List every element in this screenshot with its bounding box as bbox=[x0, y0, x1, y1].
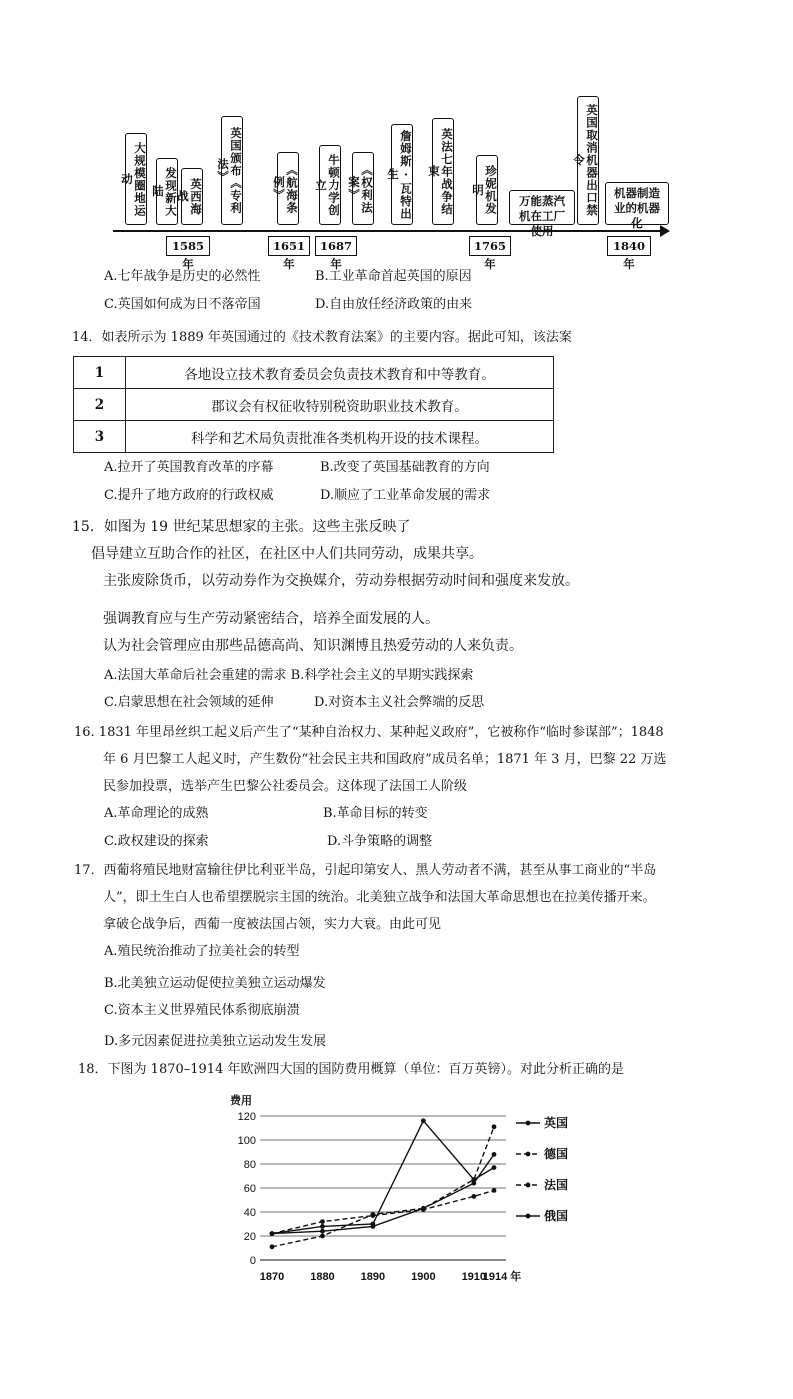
q16-option-d[interactable]: D.斗争策略的调整 bbox=[327, 834, 433, 849]
timeline-event: 英法七年战争结束 bbox=[432, 118, 454, 225]
timeline-event: 发现新大陆 bbox=[156, 158, 178, 225]
table-cell-text: 科学和艺术局负责批准各类机构开设的技术课程。 bbox=[126, 421, 554, 453]
q17-stem: 拿破仑战争后，西葡一度被法国占领，实力大衰。由此可见 bbox=[103, 917, 442, 932]
q15-proposal: 强调教育应与生产劳动紧密结合，培养全面发展的人。 bbox=[103, 611, 439, 627]
q15-option-ab[interactable]: A.法国大革命后社会重建的需求 B.科学社会主义的早期实践探索 bbox=[104, 668, 474, 683]
q13-option-c[interactable]: C.英国如何成为日不落帝国 bbox=[104, 297, 261, 312]
y-tick-label: 40 bbox=[243, 1207, 256, 1219]
timeline-year: 1687年 bbox=[315, 236, 357, 256]
legend-label: 俄国 bbox=[544, 1209, 569, 1223]
q17-option-c[interactable]: C.资本主义世界殖民体系彻底崩溃 bbox=[104, 1003, 300, 1018]
data-point bbox=[492, 1152, 497, 1157]
q15-proposal: 主张废除货币，以劳动券作为交换媒介，劳动券根据劳动时间和强度来发放。 bbox=[103, 573, 579, 589]
timeline-event: 机器制造业的机器化 bbox=[605, 182, 669, 225]
timeline-year: 1585年 bbox=[166, 236, 210, 256]
q16-option-b[interactable]: B.革命目标的转变 bbox=[323, 806, 428, 821]
timeline-event: 牛顿力学创立 bbox=[319, 145, 341, 225]
legend-marker bbox=[526, 1183, 531, 1188]
q13-option-d[interactable]: D.自由放任经济政策的由来 bbox=[315, 297, 473, 312]
data-point bbox=[492, 1188, 497, 1193]
x-tick-label: 1880 bbox=[310, 1271, 335, 1283]
q15-stem: 15．如图为 19 世纪某思想家的主张。这些主张反映了 bbox=[72, 519, 411, 535]
timeline-event: 《航海条例》 bbox=[277, 152, 299, 225]
line-chart-svg bbox=[228, 1090, 588, 1290]
table-cell-num: 3 bbox=[74, 421, 126, 453]
x-tick-label: 1914 年 bbox=[482, 1271, 522, 1283]
q17-option-d[interactable]: D.多元因素促进拉美独立运动发生发展 bbox=[104, 1034, 327, 1049]
q16-option-a[interactable]: A.革命理论的成熟 bbox=[104, 806, 209, 821]
data-point bbox=[492, 1165, 497, 1170]
series-line-4 bbox=[272, 1154, 494, 1233]
q14-option-d[interactable]: D.顺应了工业革命发展的需求 bbox=[320, 488, 491, 503]
q14-stem: 14．如表所示为 1889 年英国通过的《技术教育法案》的主要内容。据此可知，该法案 bbox=[72, 330, 572, 345]
y-tick-label: 20 bbox=[243, 1231, 256, 1243]
timeline-event: 詹姆斯·瓦特出生 bbox=[391, 124, 413, 225]
data-point bbox=[270, 1244, 275, 1249]
timeline-event: 珍妮机发明 bbox=[476, 155, 498, 225]
data-point bbox=[492, 1124, 497, 1129]
law-table bbox=[73, 356, 554, 453]
data-point bbox=[421, 1118, 426, 1123]
y-axis-label: 费用 bbox=[230, 1095, 252, 1107]
timeline-event: 英国取消机器出口禁令 bbox=[577, 96, 599, 225]
timeline-axis bbox=[113, 230, 665, 232]
timeline-arrow bbox=[660, 225, 670, 237]
legend-label: 德国 bbox=[544, 1147, 569, 1161]
x-tick-label: 1870 bbox=[259, 1271, 285, 1283]
data-point bbox=[270, 1231, 275, 1236]
y-tick-label: 0 bbox=[249, 1255, 256, 1267]
q17-stem: 17．西葡将殖民地财富输往伊比利亚半岛，引起印第安人、黑人劳动者不满，甚至从事工商业的“半岛 bbox=[74, 863, 657, 878]
q17-option-a[interactable]: A.殖民统治推动了拉美社会的转型 bbox=[104, 944, 300, 959]
table-row bbox=[74, 421, 554, 453]
q15-proposal: 倡导建立互助合作的社区，在社区中人们共同劳动，成果共享。 bbox=[91, 546, 483, 562]
data-point bbox=[320, 1224, 325, 1229]
data-point bbox=[320, 1229, 325, 1234]
x-tick-label: 1900 bbox=[411, 1271, 436, 1283]
q16-stem: 民参加投票，选举产生巴黎公社委员会。这体现了法国工人阶级 bbox=[103, 779, 468, 794]
data-point bbox=[320, 1234, 325, 1239]
data-point bbox=[371, 1213, 376, 1218]
y-tick-label: 80 bbox=[243, 1159, 256, 1171]
q15-proposal: 认为社会管理应由那些品德高尚、知识渊博且热爱劳动的人来负责。 bbox=[103, 638, 523, 654]
series-line-1 bbox=[272, 1121, 494, 1234]
legend-marker bbox=[526, 1121, 531, 1126]
x-tick-label: 1890 bbox=[360, 1271, 386, 1283]
q13-option-b[interactable]: B.工业革命首起英国的原因 bbox=[315, 269, 472, 284]
q17-stem: 人”，即土生白人也希望摆脱宗主国的统治。北美独立战争和法国大革命思想也在拉美传播开来。 bbox=[103, 890, 656, 905]
table-cell-num: 2 bbox=[74, 389, 126, 421]
table-row bbox=[74, 357, 554, 389]
data-point bbox=[471, 1181, 476, 1186]
q17-option-b[interactable]: B.北美独立运动促使拉美独立运动爆发 bbox=[104, 976, 326, 991]
q16-stem: 年 6 月巴黎工人起义时，产生数份“社会民主共和国政府”成员名单；1871 年 3 月，巴黎 22 万选 bbox=[103, 752, 667, 767]
q14-option-c[interactable]: C.提升了地方政府的行政权威 bbox=[104, 488, 274, 503]
data-point bbox=[320, 1219, 325, 1224]
q14-option-b[interactable]: B.改变了英国基础教育的方向 bbox=[320, 460, 490, 475]
legend-marker bbox=[526, 1152, 531, 1157]
q16-stem: 16. 1831 年里昂丝织工起义后产生了“某种自治权力、某种起义政府”，它被称作“临时参谋部”；1848 bbox=[74, 725, 664, 740]
y-tick-label: 120 bbox=[237, 1111, 256, 1123]
timeline-year: 1651年 bbox=[268, 236, 310, 256]
legend-label: 英国 bbox=[544, 1116, 569, 1130]
defense-spending-chart bbox=[228, 1090, 588, 1290]
timeline-event: 《权利法案》 bbox=[352, 152, 374, 225]
q13-option-a[interactable]: A.七年战争是历史的必然性 bbox=[104, 269, 261, 284]
table-cell-text: 各地设立技术教育委员会负责技术教育和中等教育。 bbox=[126, 357, 554, 389]
table-cell-num: 1 bbox=[74, 357, 126, 389]
y-tick-label: 60 bbox=[243, 1183, 256, 1195]
data-point bbox=[371, 1224, 376, 1229]
q15-option-c[interactable]: C.启蒙思想在社会领域的延伸 bbox=[104, 695, 274, 710]
timeline-event: 万能蒸汽机在工厂使用 bbox=[509, 190, 575, 225]
q16-option-c[interactable]: C.政权建设的探索 bbox=[104, 834, 209, 849]
y-tick-label: 100 bbox=[237, 1135, 256, 1147]
data-point bbox=[471, 1194, 476, 1199]
x-tick-label: 1910 bbox=[461, 1271, 487, 1283]
timeline-year: 1840年 bbox=[607, 236, 651, 256]
timeline-event: 英国颁布《专利法》 bbox=[221, 116, 243, 225]
q18-stem: 18．下图为 1870–1914 年欧洲四大国的国防费用概算（单位：百万英镑）。对此分析正确的是 bbox=[78, 1062, 624, 1077]
table-cell-text: 郡议会有权征收特别税资助职业技术教育。 bbox=[126, 389, 554, 421]
timeline-event: 大规模圈地运动 bbox=[125, 133, 147, 225]
table-row bbox=[74, 389, 554, 421]
timeline-event: 英西海战 bbox=[181, 168, 203, 225]
data-point bbox=[421, 1206, 426, 1211]
legend-label: 法国 bbox=[544, 1178, 569, 1192]
q14-option-a[interactable]: A.拉开了英国教育改革的序幕 bbox=[104, 460, 274, 475]
legend-marker bbox=[526, 1214, 531, 1219]
timeline-year: 1765年 bbox=[469, 236, 511, 256]
q15-option-d[interactable]: D.对资本主义社会弊端的反思 bbox=[314, 695, 485, 710]
